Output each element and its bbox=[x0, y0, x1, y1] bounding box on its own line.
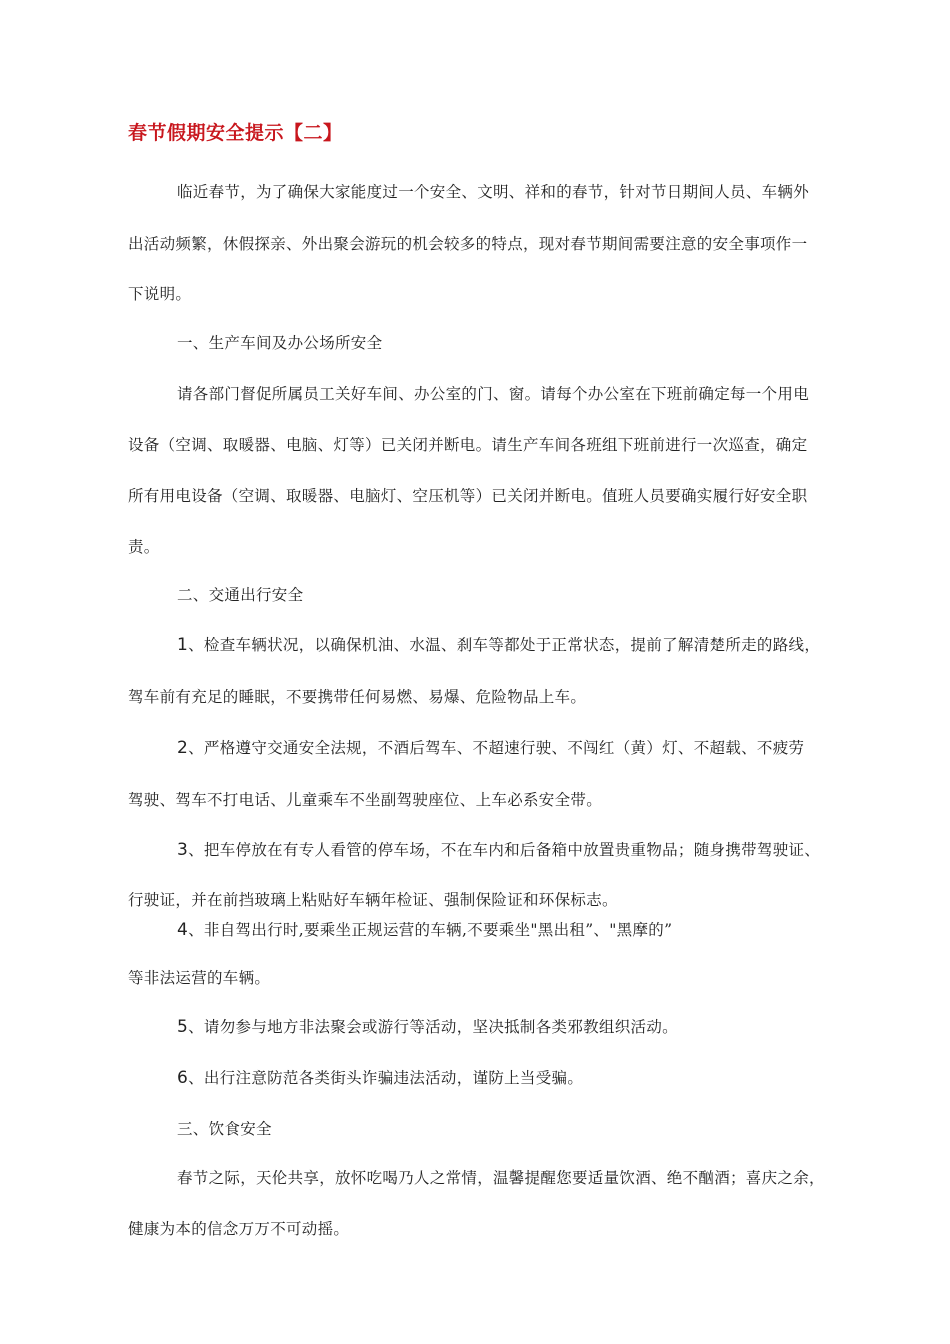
list-item-line: 6、出行注意防范各类街头诈骗违法活动，谨防上当受骗。 bbox=[177, 1068, 584, 1088]
list-item-line: 3、把车停放在有专人看管的停车场，不在车内和后备箱中放置贵重物品；随身携带驾驶证、 bbox=[177, 840, 821, 860]
list-item-line: 行驶证，并在前挡玻璃上粘贴好车辆年检证、强制保险证和环保标志。 bbox=[128, 891, 618, 909]
item-number: 1 bbox=[177, 635, 189, 655]
item-number: 4 bbox=[177, 920, 189, 940]
item-number: 3 bbox=[177, 840, 189, 860]
section-heading: 一、生产车间及办公场所安全 bbox=[177, 334, 383, 352]
paragraph-line: 请各部门督促所属员工关好车间、办公室的门、窗。请每个办公室在下班前确定每一个用电 bbox=[177, 385, 810, 403]
page-title: 春节假期安全提示【二】 bbox=[128, 122, 343, 144]
paragraph-line: 所有用电设备（空调、取暖器、电脑灯、空压机等）已关闭并断电。值班人员要确实履行好安全职 bbox=[128, 487, 808, 505]
list-item-line: 等非法运营的车辆。 bbox=[128, 969, 271, 987]
list-item-line: 4、非自驾出行时,要乘坐正规运营的车辆,不要乘坐"黑出租”、"黑摩的” bbox=[177, 920, 673, 940]
intro-line: 下说明。 bbox=[128, 285, 192, 303]
paragraph-line: 设备（空调、取暖器、电脑、灯等）已关闭并断电。请生产车间各班组下班前进行一次巡查，确定 bbox=[128, 436, 808, 454]
item-number: 2 bbox=[177, 738, 189, 758]
intro-line: 出活动频繁，休假探亲、外出聚会游玩的机会较多的特点，现对春节期间需要注意的安全事项作一 bbox=[128, 235, 808, 253]
list-item-line: 1、检查车辆状况，以确保机油、水温、刹车等都处于正常状态，提前了解清楚所走的路线， bbox=[177, 635, 821, 655]
intro-line: 临近春节，为了确保大家能度过一个安全、文明、祥和的春节，针对节日期间人员、车辆外 bbox=[177, 183, 810, 201]
list-item-line: 驾驶、驾车不打电话、儿童乘车不坐副驾驶座位、上车必系安全带。 bbox=[128, 791, 603, 809]
paragraph-line: 健康为本的信念万万不可动摇。 bbox=[128, 1220, 350, 1238]
list-item-line: 2、严格遵守交通安全法规，不酒后驾车、不超速行驶、不闯红（黄）灯、不超载、不疲劳 bbox=[177, 738, 805, 758]
list-item-line: 驾车前有充足的睡眠，不要携带任何易燃、易爆、危险物品上车。 bbox=[128, 688, 587, 706]
paragraph-line: 春节之际，天伦共享，放怀吃喝乃人之常情，温馨提醒您要适量饮酒、绝不酗酒；喜庆之余， bbox=[177, 1169, 825, 1187]
section-heading: 二、交通出行安全 bbox=[177, 586, 304, 604]
item-number: 5 bbox=[177, 1017, 189, 1037]
section-heading: 三、饮食安全 bbox=[177, 1120, 272, 1138]
item-number: 6 bbox=[177, 1068, 189, 1088]
list-item-line: 5、请勿参与地方非法聚会或游行等活动，坚决抵制各类邪教组织活动。 bbox=[177, 1017, 678, 1037]
paragraph-line: 责。 bbox=[128, 538, 160, 556]
